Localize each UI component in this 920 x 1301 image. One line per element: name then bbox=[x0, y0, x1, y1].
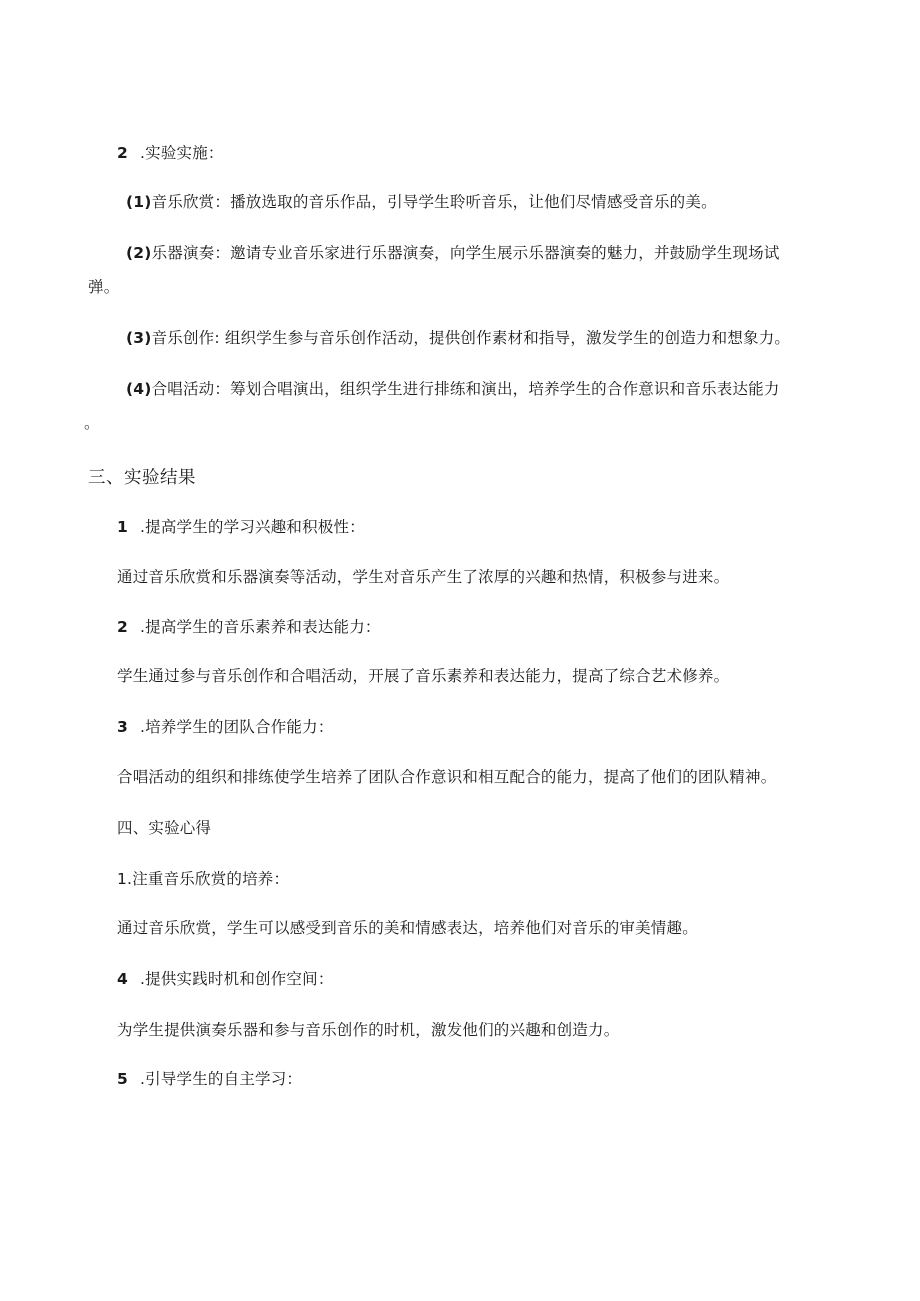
point-title: .引导学生的自主学习： bbox=[140, 1070, 303, 1088]
result-point-2-body: 学生通过参与音乐创作和合唱活动，开展了音乐素养和表达能力，提高了综合艺术修养。 bbox=[117, 667, 730, 685]
item-number: (2) bbox=[126, 244, 152, 262]
point-number: 2 bbox=[117, 618, 128, 636]
point-title: .提高学生的音乐素养和表达能力： bbox=[140, 618, 381, 636]
implementation-item-2 bbox=[126, 242, 780, 264]
item-text: 合唱活动：筹划合唱演出，组织学生进行排练和演出，培养学生的合作意识和音乐表达能力 bbox=[151, 380, 780, 398]
point-number: 4 bbox=[117, 970, 128, 988]
item-number: (4) bbox=[126, 380, 152, 398]
heading-number: 2 bbox=[117, 144, 128, 162]
implementation-item-4-continuation: 。 bbox=[84, 414, 100, 432]
point-title: .提供实践时机和创作空间： bbox=[140, 970, 334, 988]
point-title: .提高学生的学习兴趣和积极性： bbox=[140, 518, 365, 536]
result-point-3-body: 合唱活动的组织和排练使学生培养了团队合作意识和相互配合的能力，提高了他们的团队精神。 bbox=[117, 768, 777, 786]
point-number: 1 bbox=[117, 518, 128, 536]
point-number: 3 bbox=[117, 718, 128, 736]
result-point-2-title bbox=[117, 616, 381, 638]
item-number: (3) bbox=[126, 329, 152, 347]
point-number: 5 bbox=[117, 1070, 128, 1088]
results-section-title: 三、实验结果 bbox=[88, 468, 196, 488]
result-point-1-title bbox=[117, 516, 365, 538]
item-text: 乐器演奏：邀请专业音乐家进行乐器演奏，向学生展示乐器演奏的魅力，并鼓励学生现场试 bbox=[151, 244, 780, 262]
heading-text: .实验实施： bbox=[140, 144, 224, 162]
section-2-heading bbox=[117, 142, 224, 164]
point-title: .培养学生的团队合作能力： bbox=[140, 718, 334, 736]
item-number: (1) bbox=[126, 193, 152, 211]
reflections-section-title: 四、实验心得 bbox=[117, 819, 212, 837]
implementation-item-3 bbox=[126, 327, 790, 349]
reflection-point-4-body: 为学生提供演奏乐器和参与音乐创作的时机，激发他们的兴趣和创造力。 bbox=[117, 1021, 620, 1039]
item-text: 音乐欣赏：播放选取的音乐作品，引导学生聆听音乐，让他们尽情感受音乐的美。 bbox=[151, 193, 717, 211]
implementation-item-4 bbox=[126, 378, 780, 400]
reflection-point-5-title bbox=[117, 1068, 302, 1090]
reflection-point-4-title bbox=[117, 968, 334, 990]
item-text: 音乐创作: 组织学生参与音乐创作活动，提供创作素材和指导，激发学生的创造力和想象力。 bbox=[151, 329, 791, 347]
result-point-1-body: 通过音乐欣赏和乐器演奏等活动，学生对音乐产生了浓厚的兴趣和热情，积极参与进来。 bbox=[117, 568, 730, 586]
reflection-point-1-title: 1.注重音乐欣赏的培养： bbox=[117, 870, 290, 888]
result-point-3-title bbox=[117, 716, 334, 738]
reflection-point-1-body: 通过音乐欣赏，学生可以感受到音乐的美和情感表达，培养他们对音乐的审美情趣。 bbox=[117, 919, 698, 937]
implementation-item-1 bbox=[126, 191, 717, 213]
implementation-item-2-continuation: 弹。 bbox=[88, 278, 120, 296]
